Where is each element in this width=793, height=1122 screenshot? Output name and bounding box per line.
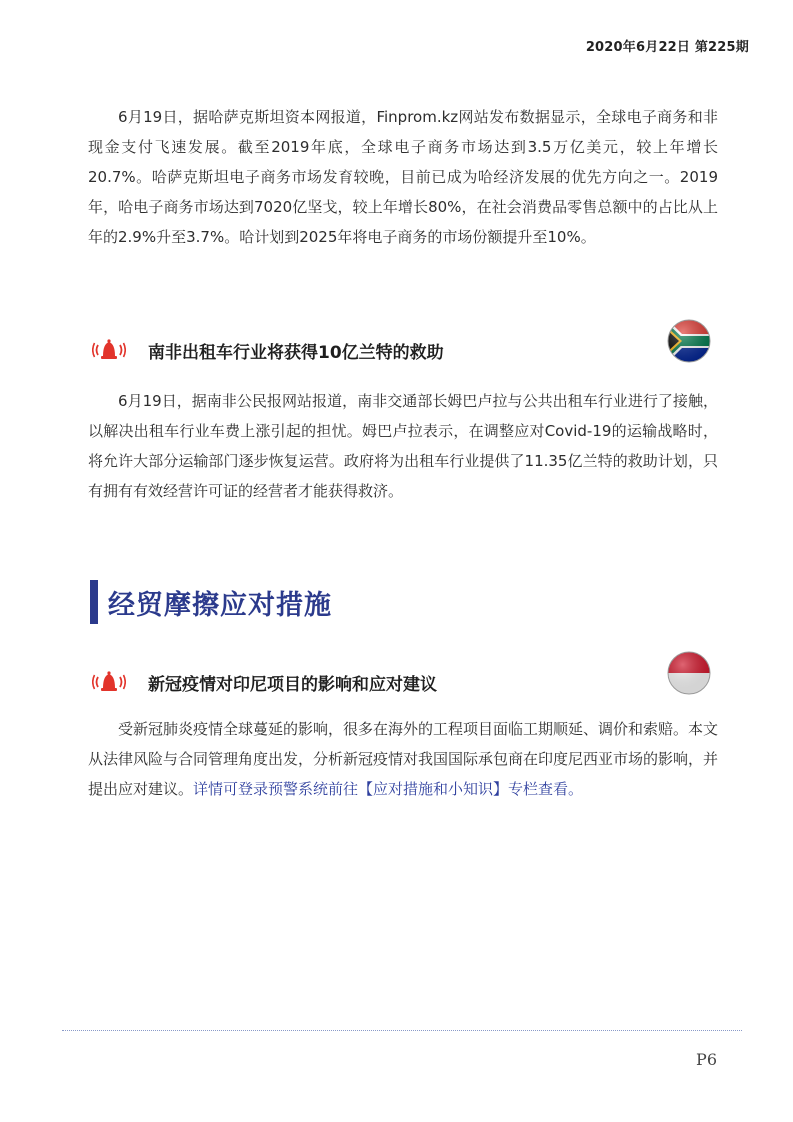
article-kazakhstan-body — [88, 102, 718, 252]
article-south-africa-text: 6月19日，据南非公民报网站报道，南非交通部长姆巴卢拉与公共出租车行业进行了接触，以解决出租车行业车费上涨引起的担忧。姆巴卢拉表示，在调整应对Covid-19的运输战略时，将允许大部分运输部门逐步恢复运营。政府将为出租车行业提供了11.35亿兰特的救助计划，只有拥有有效经营许可证的经营者才能获得救济。 — [88, 392, 718, 500]
article-indonesia-body — [88, 714, 718, 804]
issue-date-header: 2020年6月22日 第225期 — [585, 40, 749, 55]
footer-divider — [62, 1030, 742, 1031]
section-title: 经贸摩擦应对措施 — [108, 589, 332, 621]
news-title-indonesia: 新冠疫情对印尼项目的影响和应对建议 — [148, 675, 437, 695]
details-link[interactable]: 详情可登录预警系统前往【应对措施和小知识】专栏查看。 — [193, 780, 584, 798]
article-south-africa-body — [88, 386, 718, 506]
news-heading-south-africa — [92, 332, 712, 372]
alarm-bell-icon — [92, 668, 126, 694]
alarm-bell-icon — [92, 336, 126, 362]
page-number: P6 — [696, 1050, 717, 1069]
news-title-south-africa: 南非出租车行业将获得10亿兰特的救助 — [148, 343, 444, 363]
article-indonesia-text: 受新冠肺炎疫情全球蔓延的影响，很多在海外的工程项目面临工期顺延、调价和索赔。本文从法律风险与合同管理角度出发，分析新冠疫情对我国国际承包商在印度尼西亚市场的影响，并提出应对建议。 — [88, 720, 719, 798]
south-africa-flag-icon — [666, 318, 712, 364]
section-heading — [90, 580, 332, 624]
indonesia-flag-icon — [666, 650, 712, 696]
section-accent-bar — [90, 580, 98, 624]
news-heading-indonesia — [92, 664, 712, 704]
article-kazakhstan-text: 6月19日，据哈萨克斯坦资本网报道，Finprom.kz网站发布数据显示，全球电子商务和非现金支付飞速发展。截至2019年底，全球电子商务市场达到3.5万亿美元，较上年增长20.7%。哈萨克斯坦电子商务市场发育较晚，目前已成为哈经济发展的优先方向之一。2019年，哈电子商务市场达到7020亿坚戈，较上年增长80%，在社会消费品零售总额中的占比从上年的2.9%升至3.7%。哈计划到2025年将电子商务的市场份额提升至10%。 — [88, 108, 718, 246]
